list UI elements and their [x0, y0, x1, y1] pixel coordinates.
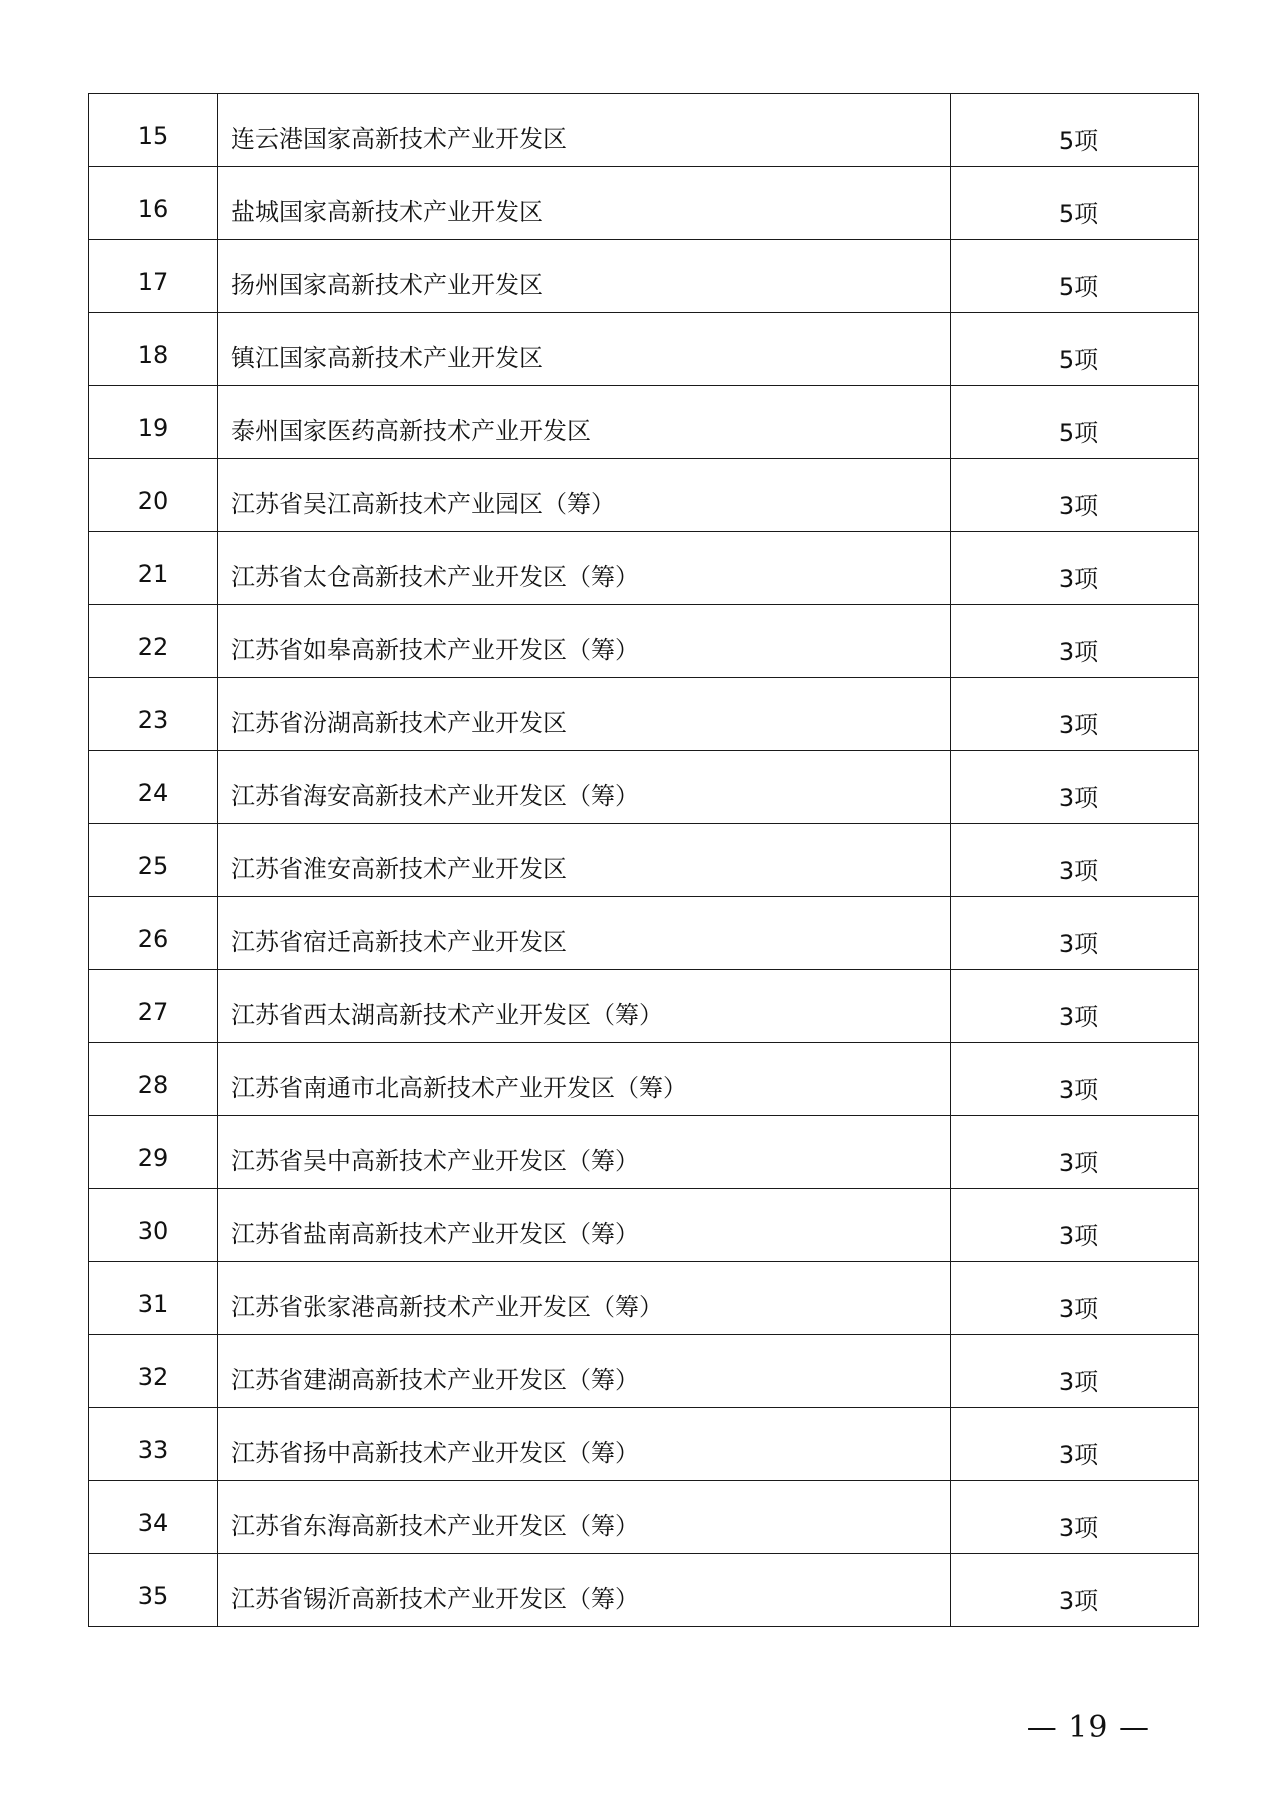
item-count: 3项 — [951, 970, 1199, 1043]
zone-name: 江苏省宿迁高新技术产业开发区 — [218, 897, 951, 970]
table-row — [89, 1554, 1199, 1627]
item-count: 5项 — [951, 386, 1199, 459]
table-row — [89, 605, 1199, 678]
zone-name: 江苏省如皋高新技术产业开发区（筹） — [218, 605, 951, 678]
zone-name: 扬州国家高新技术产业开发区 — [218, 240, 951, 313]
table-row — [89, 532, 1199, 605]
item-count: 3项 — [951, 751, 1199, 824]
zone-name: 江苏省南通市北高新技术产业开发区（筹） — [218, 1043, 951, 1116]
item-count: 3项 — [951, 1408, 1199, 1481]
table-row — [89, 751, 1199, 824]
zone-name: 江苏省汾湖高新技术产业开发区 — [218, 678, 951, 751]
table-row — [89, 240, 1199, 313]
table-row — [89, 459, 1199, 532]
zone-table — [88, 93, 1199, 1627]
row-number: 25 — [89, 824, 218, 897]
row-number: 21 — [89, 532, 218, 605]
table-row — [89, 1262, 1199, 1335]
item-count: 5项 — [951, 240, 1199, 313]
zone-name: 泰州国家医药高新技术产业开发区 — [218, 386, 951, 459]
item-count: 5项 — [951, 167, 1199, 240]
zone-name: 江苏省锡沂高新技术产业开发区（筹） — [218, 1554, 951, 1627]
zone-name: 镇江国家高新技术产业开发区 — [218, 313, 951, 386]
item-count: 3项 — [951, 897, 1199, 970]
zone-name: 江苏省吴中高新技术产业开发区（筹） — [218, 1116, 951, 1189]
zone-name: 江苏省张家港高新技术产业开发区（筹） — [218, 1262, 951, 1335]
zone-name: 江苏省西太湖高新技术产业开发区（筹） — [218, 970, 951, 1043]
row-number: 17 — [89, 240, 218, 313]
table-row — [89, 1189, 1199, 1262]
zone-name: 江苏省海安高新技术产业开发区（筹） — [218, 751, 951, 824]
item-count: 3项 — [951, 824, 1199, 897]
item-count: 5项 — [951, 94, 1199, 167]
item-count: 3项 — [951, 1116, 1199, 1189]
row-number: 20 — [89, 459, 218, 532]
row-number: 18 — [89, 313, 218, 386]
table-row — [89, 94, 1199, 167]
row-number: 27 — [89, 970, 218, 1043]
zone-name: 江苏省太仓高新技术产业开发区（筹） — [218, 532, 951, 605]
table-row — [89, 1408, 1199, 1481]
row-number: 15 — [89, 94, 218, 167]
zone-name: 江苏省建湖高新技术产业开发区（筹） — [218, 1335, 951, 1408]
table-row — [89, 678, 1199, 751]
row-number: 16 — [89, 167, 218, 240]
table-row — [89, 897, 1199, 970]
item-count: 3项 — [951, 1554, 1199, 1627]
table-row — [89, 313, 1199, 386]
item-count: 3项 — [951, 1262, 1199, 1335]
table-row — [89, 1335, 1199, 1408]
item-count: 3项 — [951, 1043, 1199, 1116]
item-count: 3项 — [951, 459, 1199, 532]
row-number: 31 — [89, 1262, 218, 1335]
row-number: 19 — [89, 386, 218, 459]
page-number: — 19 — — [1026, 1710, 1150, 1745]
table-row — [89, 970, 1199, 1043]
row-number: 24 — [89, 751, 218, 824]
item-count: 3项 — [951, 1481, 1199, 1554]
zone-name: 江苏省盐南高新技术产业开发区（筹） — [218, 1189, 951, 1262]
row-number: 28 — [89, 1043, 218, 1116]
item-count: 5项 — [951, 313, 1199, 386]
zone-name: 连云港国家高新技术产业开发区 — [218, 94, 951, 167]
item-count: 3项 — [951, 1335, 1199, 1408]
item-count: 3项 — [951, 678, 1199, 751]
item-count: 3项 — [951, 1189, 1199, 1262]
table-row — [89, 386, 1199, 459]
zone-name: 盐城国家高新技术产业开发区 — [218, 167, 951, 240]
zone-name: 江苏省淮安高新技术产业开发区 — [218, 824, 951, 897]
row-number: 23 — [89, 678, 218, 751]
table-row — [89, 1481, 1199, 1554]
row-number: 22 — [89, 605, 218, 678]
zone-name: 江苏省扬中高新技术产业开发区（筹） — [218, 1408, 951, 1481]
row-number: 34 — [89, 1481, 218, 1554]
row-number: 32 — [89, 1335, 218, 1408]
zone-name: 江苏省吴江高新技术产业园区（筹） — [218, 459, 951, 532]
table-row — [89, 824, 1199, 897]
row-number: 26 — [89, 897, 218, 970]
row-number: 33 — [89, 1408, 218, 1481]
table-row — [89, 167, 1199, 240]
zone-name: 江苏省东海高新技术产业开发区（筹） — [218, 1481, 951, 1554]
item-count: 3项 — [951, 532, 1199, 605]
row-number: 35 — [89, 1554, 218, 1627]
table-row — [89, 1116, 1199, 1189]
row-number: 30 — [89, 1189, 218, 1262]
item-count: 3项 — [951, 605, 1199, 678]
row-number: 29 — [89, 1116, 218, 1189]
table-row — [89, 1043, 1199, 1116]
